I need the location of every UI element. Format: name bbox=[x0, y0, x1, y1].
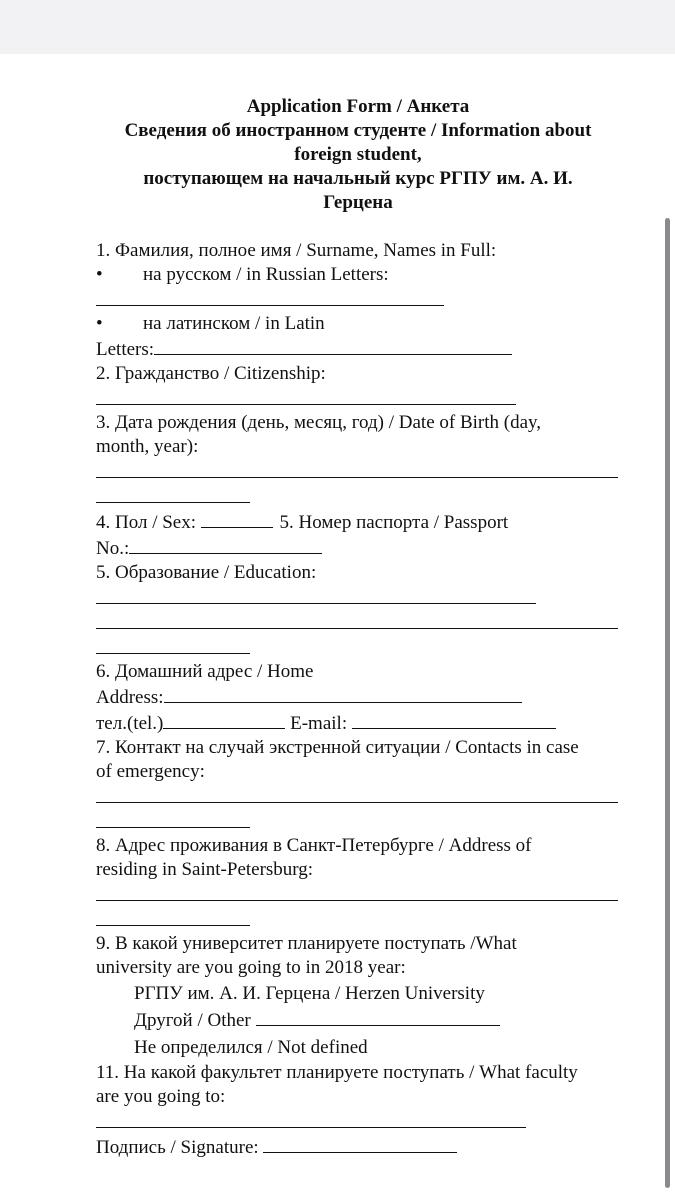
title-line-4: поступающем на начальный курс РГПУ им. А. И. bbox=[143, 168, 573, 189]
scrollbar-thumb[interactable] bbox=[665, 218, 670, 1188]
q6-tel-label: тел.(tel.) bbox=[96, 713, 164, 734]
q3-label-2: month, year): bbox=[96, 436, 199, 457]
q5-passport-label: 5. Номер паспорта / Passport bbox=[279, 512, 509, 533]
q1-russian-item bbox=[96, 263, 620, 287]
q1-latin-field[interactable] bbox=[154, 336, 512, 355]
q8-residence-field[interactable] bbox=[96, 882, 618, 901]
q8-residence-field-cont[interactable] bbox=[96, 907, 250, 926]
q9-label-2: university are you going to in 2018 year: bbox=[96, 957, 406, 978]
q6-address-label: Address: bbox=[96, 687, 164, 708]
q5-education-label: 5. Образование / Education: bbox=[96, 562, 317, 583]
q3-birthdate-field[interactable] bbox=[96, 459, 618, 478]
q1-russian-field[interactable] bbox=[96, 287, 444, 306]
q9-option-undefined[interactable] bbox=[96, 1034, 620, 1061]
q5-passport-line bbox=[96, 535, 620, 561]
q4-label: 4. Пол / Sex: bbox=[96, 512, 197, 533]
q4-sex-field[interactable] bbox=[201, 509, 273, 528]
q6-contact-line bbox=[96, 710, 620, 736]
q7-label-1: 7. Контакт на случай экстренной ситуации / Contacts in case bbox=[96, 737, 579, 758]
q11-faculty-field[interactable] bbox=[96, 1109, 526, 1128]
q6-email-label: E-mail: bbox=[290, 713, 348, 734]
signature-line bbox=[96, 1134, 620, 1160]
q6-label: 6. Домашний адрес / Home bbox=[96, 661, 314, 682]
q1-latin-line bbox=[96, 336, 620, 362]
top-status-bar bbox=[0, 0, 675, 54]
signature-field[interactable] bbox=[263, 1134, 457, 1153]
q6-address-field[interactable] bbox=[164, 684, 522, 703]
q3-birthdate-field-cont[interactable] bbox=[96, 484, 250, 503]
q5-passport-cont: No.: bbox=[96, 538, 130, 559]
application-form-document bbox=[96, 95, 620, 1160]
q1-latin-cont: Letters: bbox=[96, 339, 155, 360]
q9-option-undefined-label: Не определился / Not defined bbox=[134, 1037, 368, 1058]
q9-option-other-label: Другой / Other bbox=[134, 1010, 251, 1031]
q9-option-herzen[interactable] bbox=[96, 980, 620, 1007]
q6-tel-field[interactable] bbox=[163, 710, 285, 729]
q9-option-herzen-label: РГПУ им. А. И. Герцена / Herzen University bbox=[134, 983, 485, 1004]
q9-label-1: 9. В какой университет планируете поступать /What bbox=[96, 933, 517, 954]
q8-label-1: 8. Адрес проживания в Санкт-Петербурге / Address of bbox=[96, 835, 532, 856]
title-line-2: Сведения об иностранном студенте / Information about bbox=[124, 120, 592, 141]
signature-label: Подпись / Signature: bbox=[96, 1137, 259, 1158]
q1-russian-label: на русском / in Russian Letters: bbox=[143, 264, 389, 285]
q3-label-1: 3. Дата рождения (день, месяц, год) / Date of Birth (day, bbox=[96, 412, 542, 433]
q11-label-1: 11. На какой факультет планируете поступать / What faculty bbox=[96, 1062, 578, 1083]
q5-education-field-1[interactable] bbox=[96, 585, 536, 604]
q5-passport-field[interactable] bbox=[129, 535, 322, 554]
q9-option-other[interactable] bbox=[96, 1007, 620, 1034]
q2-citizenship-field[interactable] bbox=[96, 386, 516, 405]
q7-label-2: of emergency: bbox=[96, 761, 205, 782]
form-title bbox=[93, 95, 623, 215]
q5-education-field-3[interactable] bbox=[96, 635, 250, 654]
q4-q5-line bbox=[96, 509, 620, 535]
q5-education-field-2[interactable] bbox=[96, 610, 618, 629]
q1-latin-item bbox=[96, 312, 620, 336]
q1-latin-label: на латинском / in Latin bbox=[143, 313, 325, 334]
q6-email-field[interactable] bbox=[352, 710, 556, 729]
q7-emergency-field[interactable] bbox=[96, 784, 618, 803]
q2-label: 2. Гражданство / Citizenship: bbox=[96, 363, 326, 384]
title-line-5: Герцена bbox=[323, 192, 393, 213]
q11-label-2: are you going to: bbox=[96, 1086, 226, 1107]
q9-other-field[interactable] bbox=[256, 1007, 500, 1026]
title-line-3: foreign student, bbox=[294, 144, 422, 165]
q6-address-line bbox=[96, 684, 620, 710]
q1-label: 1. Фамилия, полное имя / Surname, Names in Full: bbox=[96, 240, 497, 261]
title-line-1: Application Form / Анкета bbox=[246, 96, 470, 117]
q7-emergency-field-cont[interactable] bbox=[96, 809, 250, 828]
bullet-glyph: • bbox=[96, 313, 103, 334]
bullet-glyph: • bbox=[96, 264, 103, 285]
q8-label-2: residing in Saint-Petersburg: bbox=[96, 859, 314, 880]
